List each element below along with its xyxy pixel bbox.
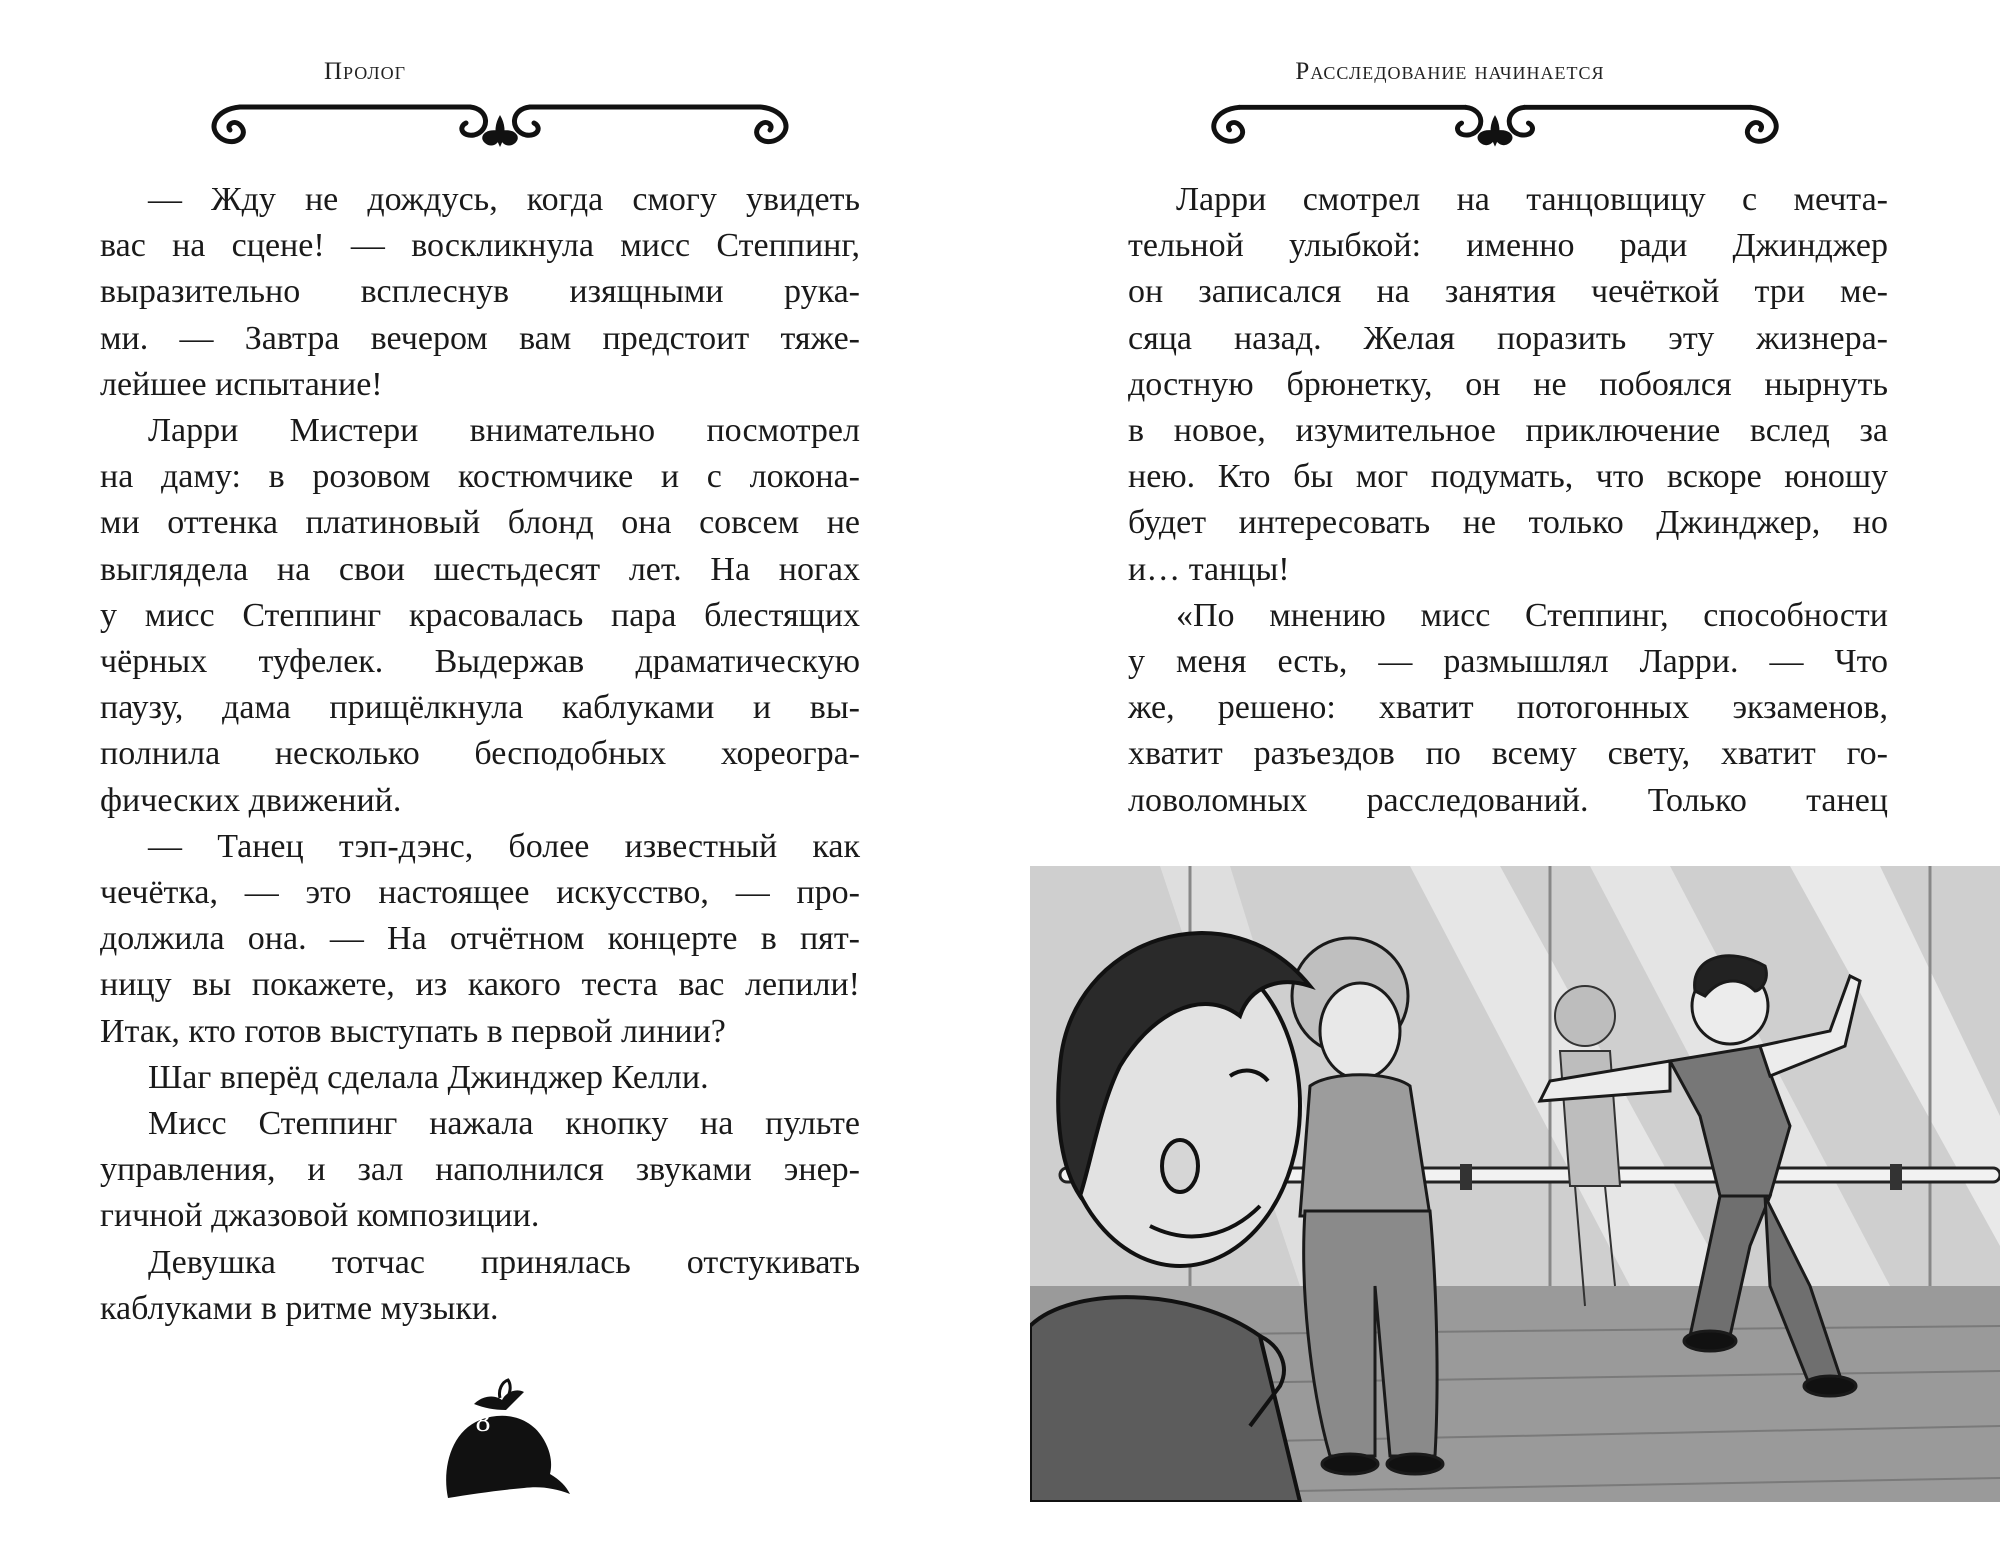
text-line: Шаг вперёд сделала Джинджер Келли.: [148, 1058, 709, 1096]
text-line: будет интересовать не только Джинджер, но: [1128, 504, 1888, 542]
illustration-drawing: [1030, 866, 2000, 1502]
right-page: [1000, 0, 2000, 1558]
text-line: он записался на занятия чечёткой три ме-: [1128, 273, 1888, 311]
right-body-text: [1128, 177, 1888, 824]
text-line: ми оттенка платиновый блонд она совсем не: [100, 504, 860, 542]
text-line: Ларри смотрел на танцовщицу с мечта-: [1176, 181, 1888, 218]
text-line: у меня есть, — размышлял Ларри. — Что: [1128, 643, 1888, 681]
text-line: гичной джазовой композиции.: [100, 1197, 540, 1235]
ornament-divider-left: [200, 95, 800, 155]
text-line: выглядела на свои шестьдесят лет. На ногах: [100, 550, 860, 588]
text-line: в новое, изумительное приключение вслед за: [1128, 412, 1888, 450]
text-line: на даму: в розовом костюмчике и с локона-: [100, 458, 860, 496]
text-line: фических движений.: [100, 781, 402, 819]
text-line: нею. Кто бы мог подумать, что вскоре юношу: [1128, 458, 1888, 496]
dance-class-illustration: [1030, 866, 2000, 1502]
text-line: — Танец тэп-дэнс, более известный как: [148, 827, 860, 865]
text-line: чечётка, — это настоящее искусство, — про-: [100, 874, 860, 912]
ornament-divider-right: [1200, 95, 1790, 155]
text-line: чёрных туфелек. Выдержав драматическую: [100, 643, 860, 681]
text-line: тельной улыбкой: именно ради Джинджер: [1128, 227, 1888, 265]
text-line: у мисс Степпинг красовалась пара блестящих: [100, 596, 860, 634]
text-line: же, решено: хватит потогонных экзаменов,: [1128, 689, 1888, 727]
text-line: паузу, дама прищёлкнула каблуками и вы-: [100, 689, 860, 727]
text-line: ми. — Завтра вечером вам предстоит тяже-: [100, 319, 860, 357]
text-line: вас на сцене! — воскликнула мисс Степпинг,: [100, 227, 860, 265]
text-line: должила она. — На отчётном концерте в пят-: [100, 920, 860, 958]
text-line: управления, и зал наполнился звуками энер-: [100, 1151, 860, 1189]
text-line: «По мнению мисс Степпинг, способности: [1176, 596, 1888, 634]
text-line: ницу вы покажете, из какого теста вас лепили!: [100, 966, 860, 1004]
detective-hat-icon: [420, 1370, 570, 1510]
text-line: хватит разъездов по всему свету, хватит го-: [1128, 735, 1888, 773]
running-head-right: Расследование начинается: [1295, 58, 1605, 85]
text-line: — Жду не дождусь, когда смогу увидеть: [148, 181, 860, 218]
text-line: каблуками в ритме музыки.: [100, 1289, 499, 1327]
text-line: Девушка тотчас принялась отстукивать: [148, 1243, 860, 1281]
text-line: Итак, кто готов выступать в первой линии?: [100, 1012, 726, 1050]
text-line: Ларри Мистери внимательно посмотрел: [148, 412, 860, 450]
text-line: выразительно всплеснув изящными рука-: [100, 273, 860, 311]
text-line: ловоломных расследований. Только танец: [1128, 781, 1888, 819]
text-line: лейшее испытание!: [100, 365, 383, 403]
text-line: достную брюнетку, он не побоялся нырнуть: [1128, 365, 1888, 403]
text-line: полнила несколько бесподобных хореогра-: [100, 735, 860, 773]
running-head-left: Пролог: [323, 58, 406, 85]
text-line: Мисс Степпинг нажала кнопку на пульте: [148, 1105, 860, 1143]
left-body-text: [100, 177, 860, 1332]
page-number: 8: [475, 1405, 491, 1438]
text-line: сяца назад. Желая поразить эту жизнера-: [1128, 319, 1888, 357]
text-line: и… танцы!: [1128, 550, 1290, 588]
